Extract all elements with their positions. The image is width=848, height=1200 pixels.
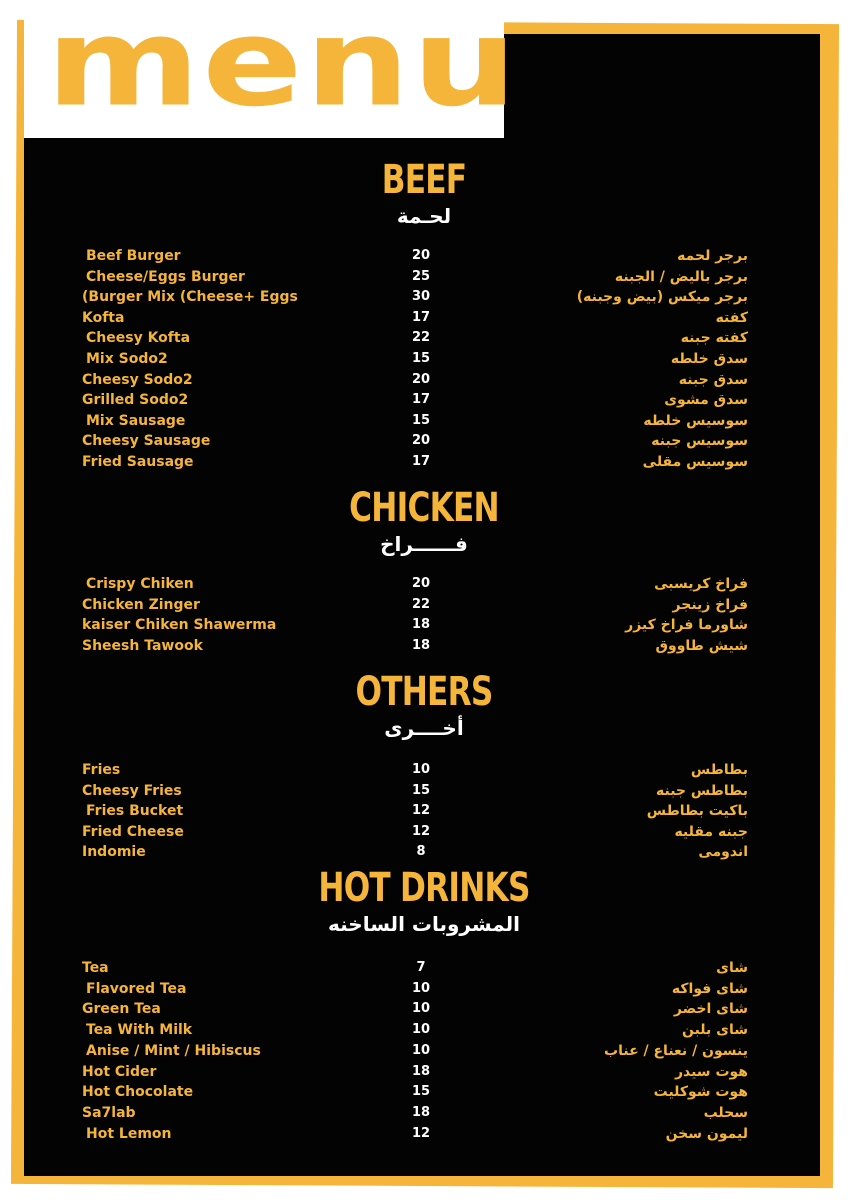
section-subtitle: لحـمة [396,204,452,228]
item-name-en: Beef Burger [86,248,181,264]
item-name-ar: بطاطس [690,762,748,778]
item-name-ar: شاى [716,960,748,976]
item-price: 10 [411,1042,431,1058]
item-name-ar: ليمون سخن [665,1125,748,1142]
item-name-ar: سوسيس خلطه [643,412,748,429]
item-name-en: Crispy Chiken [86,576,194,592]
item-name-ar: برجر ميكس (بيض وجبنه) [576,289,748,306]
menu-item-row [0,1020,848,1040]
menu-item-row [0,1103,848,1123]
item-price: 8 [416,844,426,860]
item-name-en: Fried Cheese [82,823,184,840]
item-name-ar: شاى بلبن [681,1022,748,1039]
item-name-en: Cheesy Sodo2 [82,371,193,388]
menu-item-row [0,1062,848,1082]
item-name-en: Cheesy Kofta [86,330,191,347]
item-name-ar: شاورما فراخ كيزر [625,617,748,634]
item-name-en: Green Tea [82,1001,161,1018]
menu-item-row [0,801,848,821]
item-price: 17 [411,392,431,408]
item-name-ar: برجر باليض / الجبنه [614,268,748,285]
item-name-en: Cheese/Eggs Burger [86,268,245,285]
section-subtitle: أخــــرى [384,716,464,740]
item-price: 30 [411,289,431,305]
item-name-ar: هوت سيدر [674,1063,748,1080]
item-name-en: kaiser Chiken Shawerma [82,617,277,634]
item-name-en: Flavored Tea [86,980,187,997]
item-name-en: Hot Cider [82,1063,157,1080]
section-title: HOT DRINKS [318,865,530,911]
item-price: 20 [411,576,431,591]
item-price: 18 [411,1104,431,1120]
item-name-en: Fries [82,762,121,778]
menu-item-row [0,349,848,369]
item-price: 10 [411,1022,431,1038]
logo-text: menu [46,0,520,134]
item-price: 10 [411,1001,431,1017]
item-price: 10 [411,762,431,777]
item-price: 7 [416,960,426,975]
item-name-ar: فراخ زينجر [672,596,748,613]
item-price: 10 [411,980,431,996]
item-name-ar: شاى فواكه [671,980,748,997]
menu-item-row [0,452,848,472]
item-price: 17 [411,309,431,325]
item-name-ar: كفته [715,309,748,326]
menu-item-row [0,958,848,978]
item-price: 18 [411,617,431,633]
item-name-en: Fried Sausage [82,454,194,470]
item-name-ar: كفته جبنه [680,330,748,347]
menu-item-row [0,411,848,431]
item-name-en: Cheesy Fries [82,782,182,799]
item-name-en: Tea With Milk [86,1022,193,1039]
item-name-ar: اندومى [698,844,748,861]
menu-item-row [0,390,848,410]
item-name-en: Fries Bucket [86,803,184,820]
item-name-en: (Burger Mix (Cheese+ Eggs [82,289,298,306]
item-name-ar: جبنه مقليه [674,823,748,840]
item-name-ar: سوسيس مقلى [642,454,748,470]
item-name-ar: برجر لحمه [677,248,748,264]
item-name-en: Mix Sausage [86,412,186,429]
item-price: 12 [411,1125,431,1141]
menu-item-row [0,1082,848,1102]
menu-item-row [0,1124,848,1144]
menu-item-row [0,431,848,451]
item-name-en: Kofta [82,309,125,326]
item-name-en: Mix Sodo2 [86,351,168,367]
menu-item-row [0,842,848,862]
menu-item-row [0,1041,848,1061]
item-price: 12 [411,823,431,839]
item-name-ar: فراخ كريسبى [654,576,748,592]
item-name-ar: سوسيس جبنه [651,433,748,450]
item-price: 20 [411,248,431,263]
item-name-ar: شيش طاووق [655,637,748,654]
menu-item-row [0,781,848,801]
item-name-ar: سحلب [703,1104,748,1121]
item-price: 15 [411,782,431,798]
menu-item-row [0,328,848,348]
section-title: OTHERS [355,669,493,715]
menu-item-row [0,308,848,328]
item-name-en: Chicken Zinger [82,596,200,613]
menu-item-row [0,979,848,999]
section-subtitle: فــــــراخ [380,532,468,556]
section-subtitle: المشروبات الساخنه [327,912,520,936]
section-title: CHICKEN [349,485,499,531]
menu-item-row [0,287,848,307]
item-name-ar: ينسون / نعناع / عناب [604,1042,748,1059]
menu-item-row [0,370,848,390]
item-price: 15 [411,1084,431,1100]
item-name-en: Cheesy Sausage [82,433,211,450]
logo [24,0,520,138]
menu-item-row [0,636,848,656]
item-price: 20 [411,371,431,387]
item-price: 15 [411,412,431,428]
item-name-en: Hot Lemon [86,1125,172,1142]
menu-item-row [0,999,848,1019]
item-price: 22 [411,596,431,612]
menu-item-row [0,595,848,615]
item-name-en: Anise / Mint / Hibiscus [86,1042,261,1059]
item-name-ar: شاى اخضر [673,1001,748,1018]
menu-item-row [0,760,848,780]
item-name-ar: سدق جبنه [678,371,748,388]
item-price: 12 [411,803,431,819]
item-name-en: Tea [82,960,109,976]
item-price: 20 [411,433,431,449]
item-name-ar: باكيت بطاطس [646,803,748,820]
item-price: 22 [411,330,431,346]
item-name-en: Grilled Sodo2 [82,392,189,409]
item-name-en: Hot Chocolate [82,1084,194,1101]
item-name-en: Sheesh Tawook [82,637,203,654]
item-name-ar: سدق مشوى [664,392,748,409]
item-price: 17 [411,454,431,469]
menu-item-row [0,574,848,594]
menu-item-row [0,246,848,266]
item-price: 18 [411,1063,431,1079]
item-name-ar: بطاطس جبنه [655,782,748,799]
item-name-ar: هوت شوكليت [653,1084,748,1101]
item-name-en: Sa7lab [82,1104,136,1121]
item-price: 25 [411,268,431,284]
item-name-ar: سدق خلطه [670,351,748,367]
item-name-en: Indomie [82,844,146,861]
menu-item-row [0,267,848,287]
menu-item-row [0,822,848,842]
menu-item-row [0,615,848,635]
item-price: 15 [411,351,431,366]
item-price: 18 [411,637,431,653]
section-title: BEEF [381,157,467,203]
